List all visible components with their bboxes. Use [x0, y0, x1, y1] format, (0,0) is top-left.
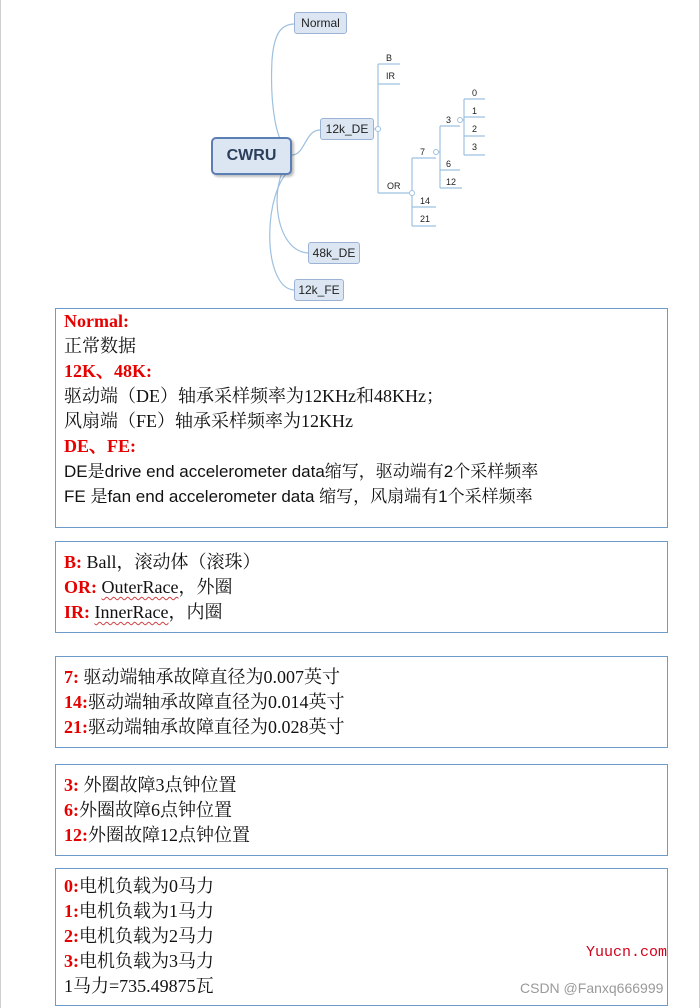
mindmap: [0, 0, 700, 305]
mindmap-leaf-load-2: 2: [472, 124, 478, 134]
load-2-desc: 电机负载为2马力: [79, 926, 214, 946]
definition-box-fault-location: [55, 541, 668, 633]
mindmap-root-cwru: CWRU: [211, 137, 292, 175]
fe-rate-desc: 风扇端（FE）轴承采样频率为12KHz: [64, 411, 353, 431]
normal-heading: Normal:: [64, 311, 129, 331]
diam-7-desc: 驱动端轴承故障直径为0.007英寸: [79, 667, 340, 687]
ir-term: InnerRace: [94, 602, 169, 622]
definition-box-sampling: [55, 308, 668, 528]
mindmap-node-12k-de: 12k_DE: [320, 118, 374, 140]
mindmap-node-12k-fe: 12k_FE: [294, 279, 344, 301]
diam-21-desc: 驱动端轴承故障直径为0.028英寸: [88, 717, 345, 737]
diam-21-heading: 21:: [64, 717, 88, 737]
defe-heading: DE、FE:: [64, 436, 136, 456]
mindmap-node-48k-de: 48k_DE: [308, 242, 360, 264]
pos-6-heading: 6:: [64, 800, 79, 820]
load-0-heading: 0:: [64, 876, 79, 896]
watermark-author: CSDN @Fanxq666999: [520, 980, 664, 996]
definition-box-clock-position: [55, 764, 668, 856]
or-desc: ，外圈: [178, 577, 233, 597]
mindmap-leaf-21: 21: [420, 214, 431, 224]
normal-desc: 正常数据: [64, 336, 136, 356]
mindmap-leaf-3: 3: [446, 115, 452, 125]
watermark-site: Yuucn.com: [586, 944, 668, 961]
mindmap-node-normal: Normal: [294, 12, 347, 34]
or-heading: OR:: [64, 577, 97, 597]
pos-12-heading: 12:: [64, 825, 88, 845]
fe-abbrev-desc: FE 是fan end accelerometer data 缩写，风扇端有1个采样频率: [64, 487, 533, 506]
mindmap-leaf-12: 12: [446, 177, 457, 187]
load-1-heading: 1:: [64, 901, 79, 921]
or-term: OuterRace: [101, 577, 179, 597]
load-3-desc: 电机负载为3马力: [79, 951, 214, 971]
mindmap-leaf-load-3: 3: [472, 142, 478, 152]
pos-12-desc: 外圈故障12点钟位置: [88, 825, 250, 845]
de-abbrev-desc: DE是drive end accelerometer data缩写，驱动端有2个采样频率: [64, 462, 539, 481]
mindmap-leaf-14: 14: [420, 196, 431, 206]
load-0-desc: 电机负载为0马力: [79, 876, 214, 896]
pos-3-desc: 外圈故障3点钟位置: [79, 775, 237, 795]
pos-3-heading: 3:: [64, 775, 79, 795]
b-heading: B:: [64, 552, 82, 572]
definition-box-fault-diameter: [55, 656, 668, 748]
load-1-desc: 电机负载为1马力: [79, 901, 214, 921]
mindmap-leaf-load-0: 0: [472, 88, 478, 98]
mindmap-leaf-load-1: 1: [472, 106, 478, 116]
diam-14-desc: 驱动端轴承故障直径为0.014英寸: [88, 692, 345, 712]
diam-7-heading: 7:: [64, 667, 79, 687]
mindmap-leaf-or: OR: [387, 181, 401, 191]
ir-desc: ，内圈: [168, 602, 223, 622]
mindmap-leaf-6: 6: [446, 159, 452, 169]
pos-6-desc: 外圈故障6点钟位置: [79, 800, 232, 820]
diam-14-heading: 14:: [64, 692, 88, 712]
load-2-heading: 2:: [64, 926, 79, 946]
mindmap-leaf-ir: IR: [386, 71, 395, 81]
mindmap-leaf-7: 7: [420, 147, 426, 157]
de-rate-desc: 驱动端（DE）轴承采样频率为12KHz和48KHz；: [64, 386, 444, 406]
rate-heading: 12K、48K:: [64, 361, 152, 381]
b-desc: Ball，滚动体（滚珠）: [82, 552, 261, 572]
horsepower-conversion: 1马力=735.49875瓦: [64, 976, 214, 996]
load-3-heading: 3:: [64, 951, 79, 971]
mindmap-leaf-b: B: [386, 53, 393, 63]
ir-heading: IR:: [64, 602, 90, 622]
